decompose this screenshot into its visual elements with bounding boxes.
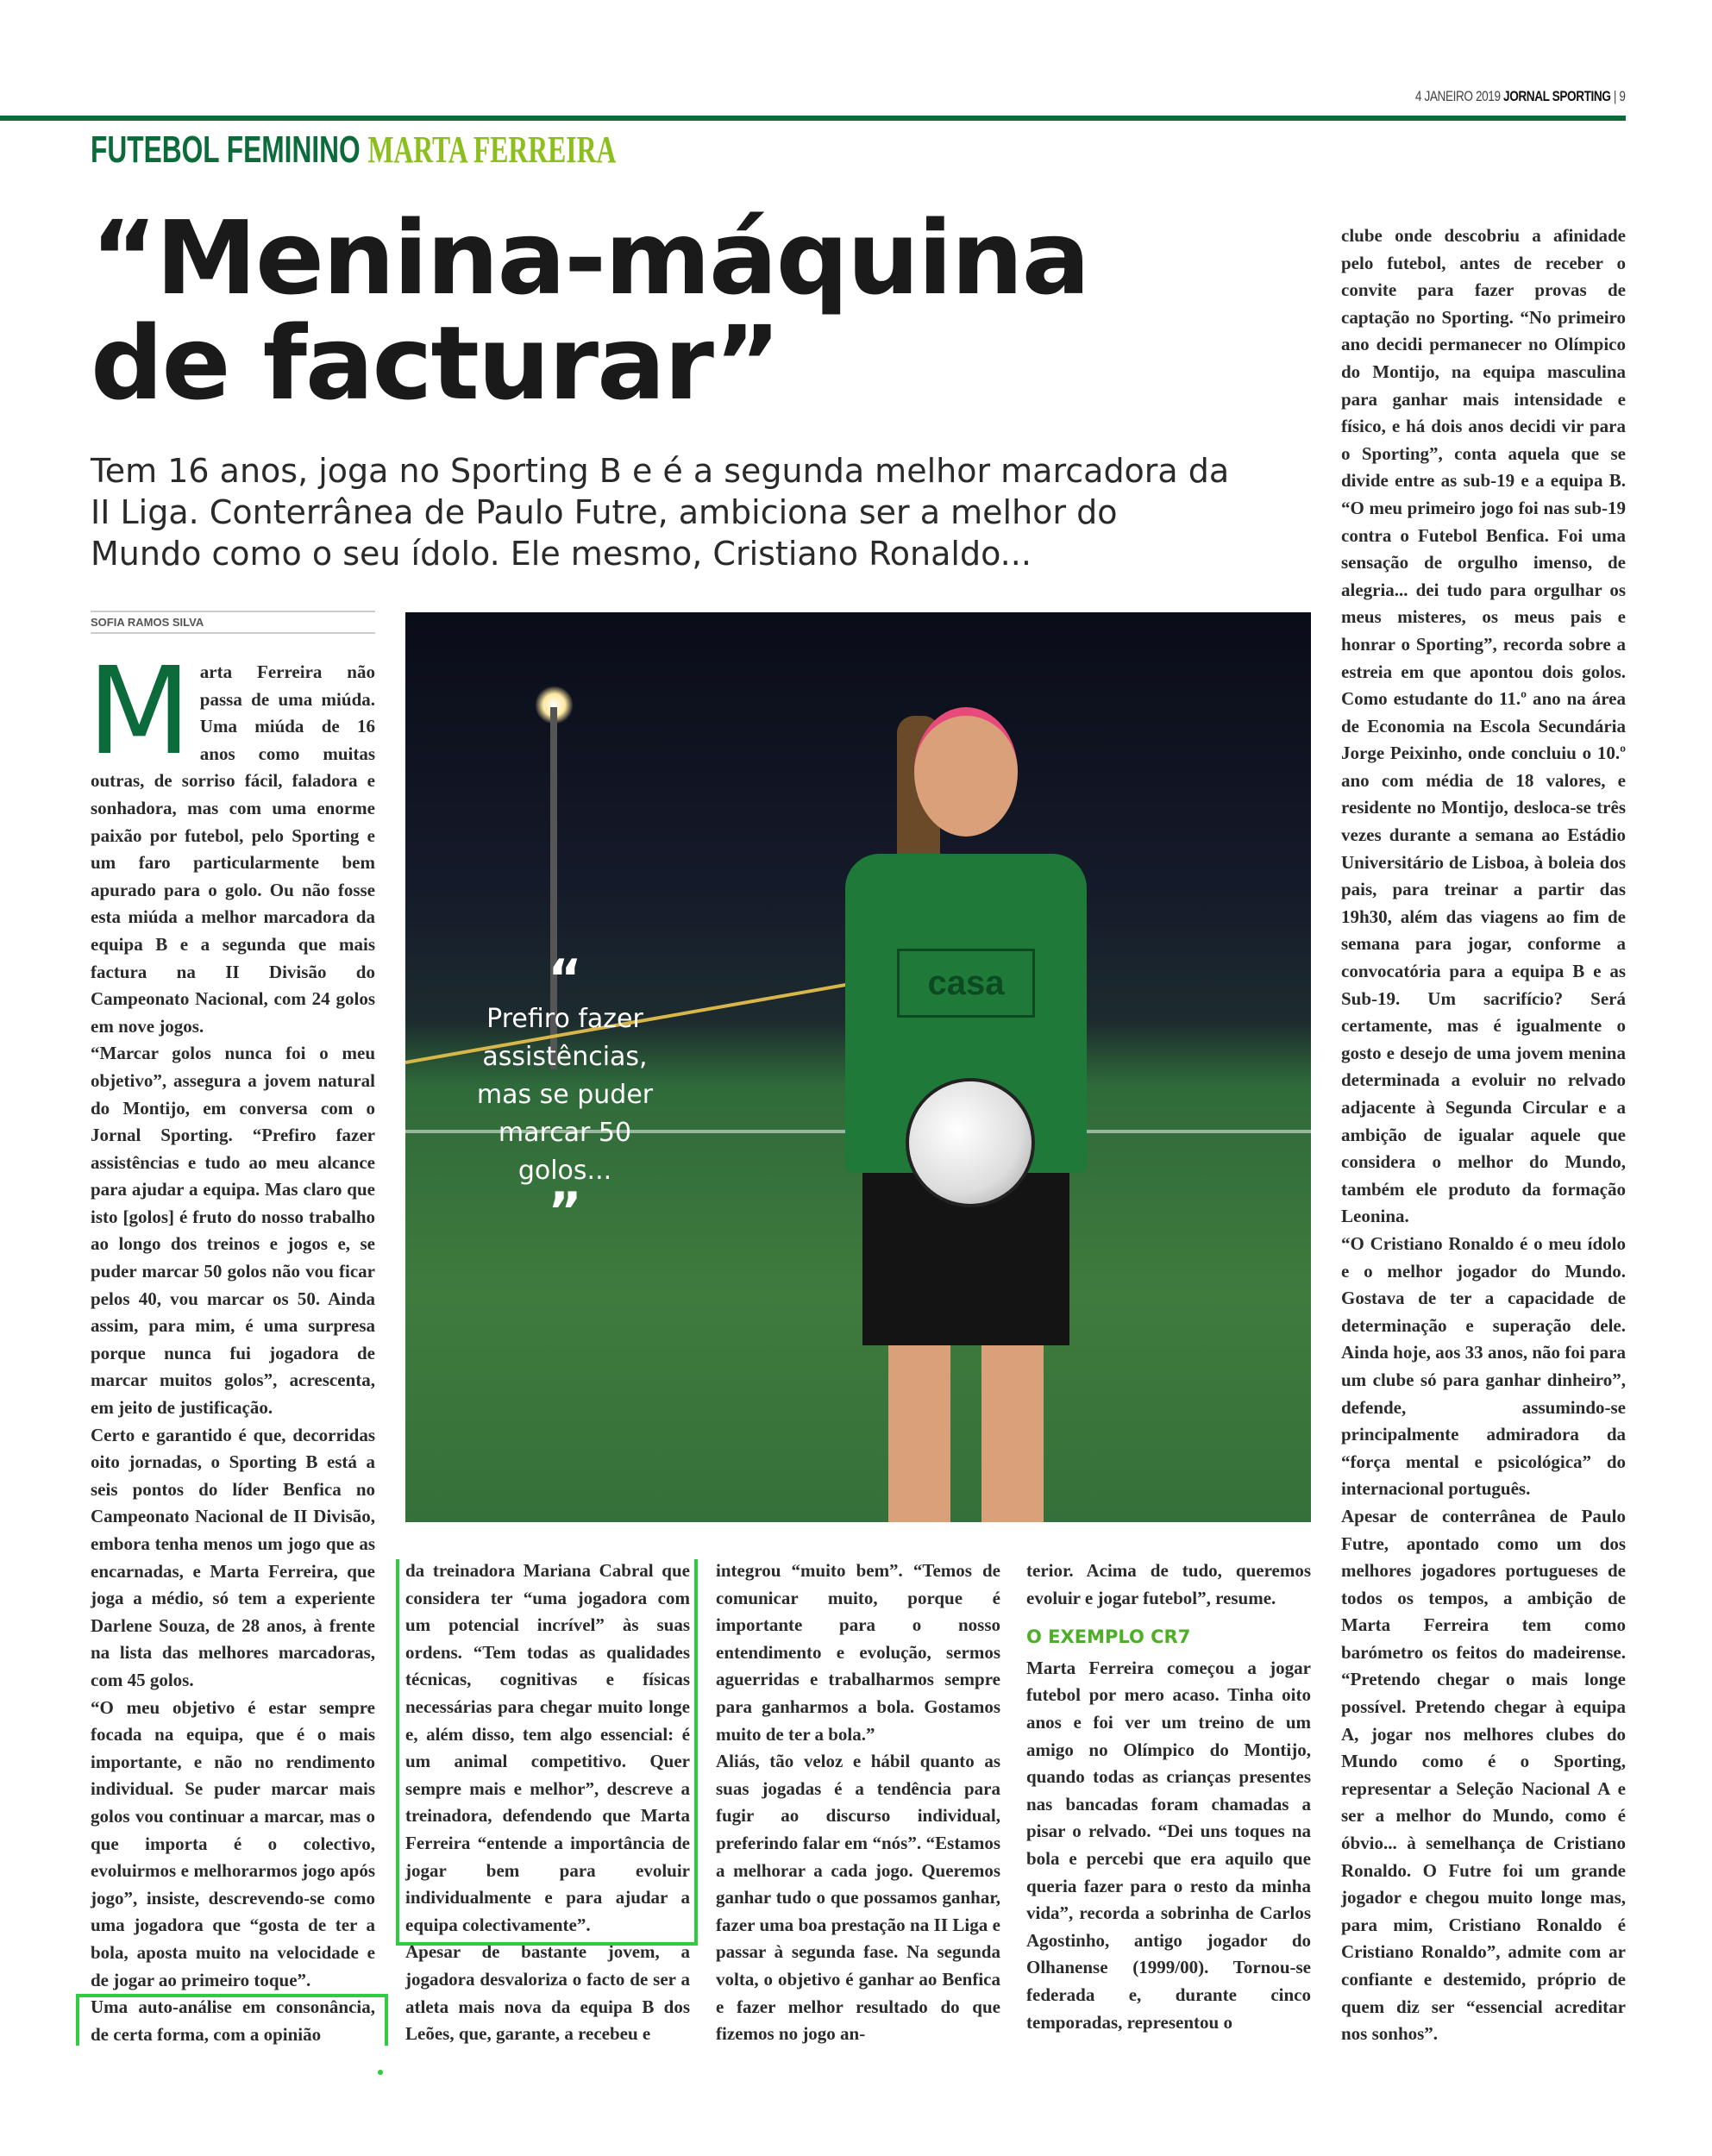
player-photo [405,612,1311,1522]
paragraph: Uma auto-análise em consonância, de certa forma, com a opinião [91,1996,375,2045]
page-number: 9 [1619,88,1626,104]
paragraph: “Marcar golos nunca foi o meu objetivo”, assegura a jovem natural do Montijo, em conversa com o Jornal Sporting. “Prefiro fazer assistências e tudo ao meu alcance para ajudar a equipa. Mas claro que isto [golos] é fruto do nosso trabalho ao longo dos treinos e jogos e, se puder marcar 50 golos não vou ficar pelos 40, vou marcar os 50. Ainda assim, para mim, é uma surpresa porque nunca fui jogadora de marcar muitos golos”, acrescenta, em jeito de justificação. [91,1043,375,1419]
standfirst: Tem 16 anos, joga no Sporting B e é a segunda melhor marcadora da II Liga. Conterrânea de Paulo Futre, ambiciona ser a melhor do Mundo como o seu ídolo. Ele mesmo, Cristiano Ronaldo... [91,452,1230,573]
paragraph: Apesar de conterrânea de Paulo Futre, apontado como um dos melhores jogadores portugueses de todos os tempos, a ambição de Marta Ferreira tem como barómetro os feitos do madeirense. “Pretendo chegar o mais longe possível. Pretendo chegar à equipa A, jogar nos melhores clubes do Mundo como é o Sporting, representar a Seleção Nacional A e ser a melhor do Mundo, como é óbvio... à semelhança de Cristiano Ronaldo. O Futre foi um grande jogador e chegou muito longe mas, para mim, Cristiano Ronaldo é Cristiano Ronaldo”, admite com ar confiante e destemido, próprio de quem diz ser “essencial acreditar nos sonhos”. [1341,1505,1626,2045]
subject-name: MARTA FERREIRA [367,128,617,171]
player-head [914,707,1018,837]
quote-close-icon: ” [548,1181,582,1242]
column-3 [716,1557,1000,2048]
column-4 [1026,1557,1311,2036]
column-1 [87,642,375,2048]
headline-line-2: de facturar” [91,304,780,423]
paragraph: Aliás, tão veloz e hábil quanto as suas jogadas é a tendência para fugir ao discurso individual, preferindo falar em “nós”. “Estamos a melhorar a cada jogo. Queremos ganhar tudo o que possamos ganhar, fazer uma boa prestação na II Liga e passar à segunda fase. Na segunda volta, o objetivo é ganhar ao Benfica e fazer melhor resultado do que fizemos no jogo an- [716,1751,1000,2045]
paragraph: arta Ferreira não passa de uma miúda. Uma miúda de 16 anos como muitas outras, de sorriso fácil, faladora e sonhadora, mas com uma enorme paixão por futebol, pelo Sporting e um faro particularmente bem apurado para o golo. Ou não fosse esta miúda a melhor marcadora da equipa B e a segunda que mais factura na II Divisão do Campeonato Nacional, com 24 golos em nove jogos. [91,661,375,1037]
publication-name: JORNAL SPORTING [1503,88,1611,104]
pull-quote [457,949,673,1242]
highlight-box [76,1994,388,2046]
issue-date: 4 JANEIRO 2019 [1415,88,1502,104]
subheading: O EXEMPLO CR7 [1026,1626,1191,1648]
paragraph: Marta Ferreira começou a jogar futebol por mero acaso. Tinha oito anos e foi ver um treino de um amigo no Olímpico do Montijo, quando todas as crianças presentes nas bancadas foram chamadas a pisar o relvado. “Dei uns toques na bola e percebi que era aquilo que queria fazer para o resto da minha vida”, recorda a sobrinha de Carlos Agostinho, antigo jogador do Olhanense (1999/00). Tornou-se federada e, durante cinco temporadas, representou o [1026,1657,1311,2033]
paragraph: terior. Acima de tudo, queremos evoluir e jogar futebol”, resume. [1026,1560,1311,1608]
paragraph: clube onde descobriu a afinidade pelo futebol, antes de receber o convite para fazer provas de captação no Sporting. “No primeiro ano decidi permanecer no Olímpico do Montijo, na equipa masculina para ganhar mais intensidade e físico, e há dois anos decidi vir para o Sporting”, conta aquela que se divide entre as sub-19 e a equipa B. “O meu primeiro jogo foi nas sub-19 contra o Futebol Benfica. Foi uma sensação de orgulho imenso, de alegria... dei tudo para orgulhar os meus misteres, os meus pais e honrar o Sporting”, recorda sobre a estreia em que apontou dois golos. Como estudante do 11.º ano na área de Economia na Escola Secundária Jorge Peixinho, onde concluiu o 10.º ano com média de 18 valores, e residente no Montijo, desloca-se três vezes durante a semana ao Estádio Universitário de Lisboa, à boleia dos pais, para treinar a partir das 19h30, além das viagens ao fim de semana para jogar, conforme a convocatória para a equipa B e as Sub-19. Um sacrifício? Será certamente, mas é igualmente o gosto e desejo de uma jovem menina determinada a evoluir no relvado adjacente à Segunda Circular e a ambição de igualar aquele que considera o melhor do Mundo, também ele produto da formação Leonina. [1341,225,1626,1227]
paragraph: da treinadora Mariana Cabral que considera ter “uma jogadora com um potencial incrível” às suas ordens. “Tem todas as qualidades técnicas, cognitivas e físicas necessárias para chegar muito longe e, além disso, tem algo essencial: é um animal competitivo. Quer sempre mais e melhor”, descreve a treinadora, defendendo que Marta Ferreira “entende a importância de jogar bem para evoluir individualmente e para ajudar a equipa colectivamente”. [405,1560,690,1935]
paragraph: integrou “muito bem”. “Temos de comunicar muito, porque é importante para o nosso entendimento e evolução, sermos aguerridas e trabalharmos sempre para ganharmos a bola. Gostamos muito de ter a bola.” [716,1560,1000,1745]
section-kicker [91,128,616,172]
paragraph: “O meu objetivo é estar sempre focada na equipa, que é o mais importante, e não no rendimento individual. Se puder marcar mais golos vou continuar a marcar, mas o que importa é o colectivo, evoluirmos e melhorarmos jogo após jogo”, insiste, descrevendo-se como uma jogadora que “gosta de ter a bola, aposta muito na velocidade e de jogar ao primeiro toque”. [91,1696,375,1990]
column-5 [1341,222,1626,2048]
highlight-dot [378,2070,383,2075]
football [906,1078,1035,1207]
player-figure [837,690,1095,1522]
section-label: FUTEBOL FEMININO [91,128,361,171]
sponsor-logo: casa [897,949,1035,1018]
paragraph: “O Cristiano Ronaldo é o meu ídolo e o melhor jogador do Mundo. Gostava de ter a capacidade de determinação e superação dele. Ainda hoje, aos 33 anos, não foi para um clube só para ganhar dinheiro”, defende, assumindo-se principalmente admiradora da “força mental e psicológica” do internacional português. [1341,1232,1626,1500]
byline: SOFIA RAMOS SILVA [91,611,375,634]
quote-open-icon: “ [548,949,582,1009]
legs [888,1345,1044,1522]
drop-cap: M [87,642,191,782]
headline-line-1: “Menina-máquina [91,198,1089,317]
page-folio: 4 JANEIRO 2019 JORNAL SPORTING | 9 [1415,88,1626,104]
highlight-box [396,1559,698,1946]
paragraph: Apesar de bastante jovem, a jogadora desvaloriza o facto de ser a atleta mais nova da equipa B dos Leões, que, garante, a recebeu e [405,1941,690,2045]
paragraph: Certo e garantido é que, decorridas oito jornadas, o Sporting B está a seis pontos do líder Benfica no Campeonato Nacional de II Divisão, embora tenha menos um jogo que as encarnadas, e Marta Ferreira, que joga a médio, só tem a experiente Darlene Souza, de 28 anos, à frente na lista das melhores marcadoras, com 45 golos. [91,1424,375,1690]
headline [91,198,1089,423]
pull-quote-text: Prefiro fazer assistências, mas se puder marcar 50 golos... [476,1004,654,1186]
header-rule [0,116,1626,121]
